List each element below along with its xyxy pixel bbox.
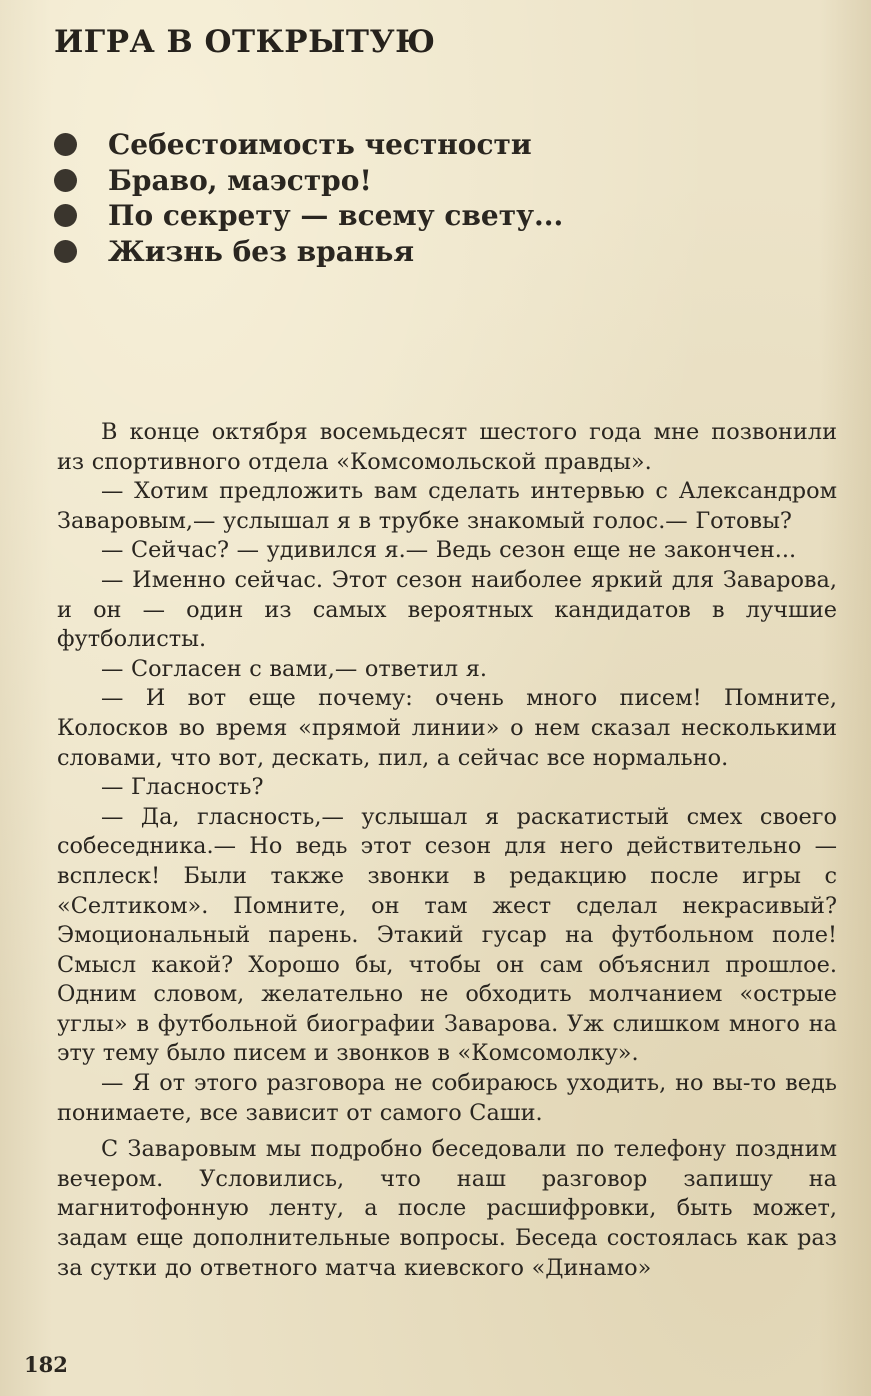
page-number: 182 [24, 1352, 68, 1377]
paragraph: — Сейчас? — удивился я.— Ведь сезон еще не закончен... [101, 537, 797, 564]
paragraph: — Хотим предложить вам сделать интервью с Александром Заваровым,— услышал я в трубке знакомый голос.— Готовы? [57, 478, 837, 534]
bullet-icon [54, 204, 77, 227]
paragraph: — И вот еще почему: очень много писем! Помните, Колосков во время «прямой линии» о нем сказал несколькими словами, что вот, дескать, пил, а сейчас все нормально. [57, 685, 837, 771]
bullet-icon [54, 240, 77, 263]
topic-label: По секрету — всему свету... [108, 199, 564, 233]
chapter-title: ИГРА В ОТКРЫТУЮ [54, 24, 436, 60]
topic-item [54, 127, 563, 163]
bullet-icon [54, 169, 77, 192]
topic-item [54, 234, 563, 270]
topic-label: Браво, маэстро! [108, 163, 372, 197]
topic-item [54, 198, 563, 234]
paragraph: В конце октября восемьдесят шестого года мне позвонили из спортивного отдела «Комсомольской правды». [57, 419, 837, 475]
paragraph: С Заваровым мы подробно беседовали по телефону поздним вечером. Условились, что наш разговор запишу на магнитофонную ленту, а после расшифровки, быть может, задам еще дополнительные вопросы. Беседа состоялась как раз за сутки до ответного матча киевского «Динамо» [57, 1136, 837, 1281]
body-text [57, 418, 837, 1283]
paragraph: — Именно сейчас. Этот сезон наиболее яркий для Заварова, и он — один из самых вероятных кандидатов в лучшие футболисты. [57, 566, 837, 653]
paragraph: — Я от этого разговора не собираюсь уходить, но вы-то ведь понимаете, все зависит от самого Саши. [57, 1070, 837, 1126]
paragraph: — Гласность? [101, 774, 264, 801]
topic-label: Жизнь без вранья [108, 234, 415, 268]
chapter-topics-list [54, 127, 563, 269]
paragraph: — Да, гласность,— услышал я раскатистый смех своего собеседника.— Но ведь этот сезон для него действительно — всплеск! Были также звонки в редакцию после игры с «Селтиком». Помните, он там жест сделал некрасивый? Эмоциональный парень. Этакий гусар на футбольном поле! Смысл какой? Хорошо бы, чтобы он сам объяснил прошлое. Одним словом, желательно не обходить молчанием «острые углы» в футбольной биографии Заварова. Уж слишком много на эту тему было писем и звонков в «Комсомолку». [57, 803, 837, 1067]
bullet-icon [54, 133, 77, 156]
topic-label: Себестоимость честности [108, 128, 532, 162]
topic-item [54, 163, 563, 199]
paragraph: — Согласен с вами,— ответил я. [101, 655, 487, 682]
